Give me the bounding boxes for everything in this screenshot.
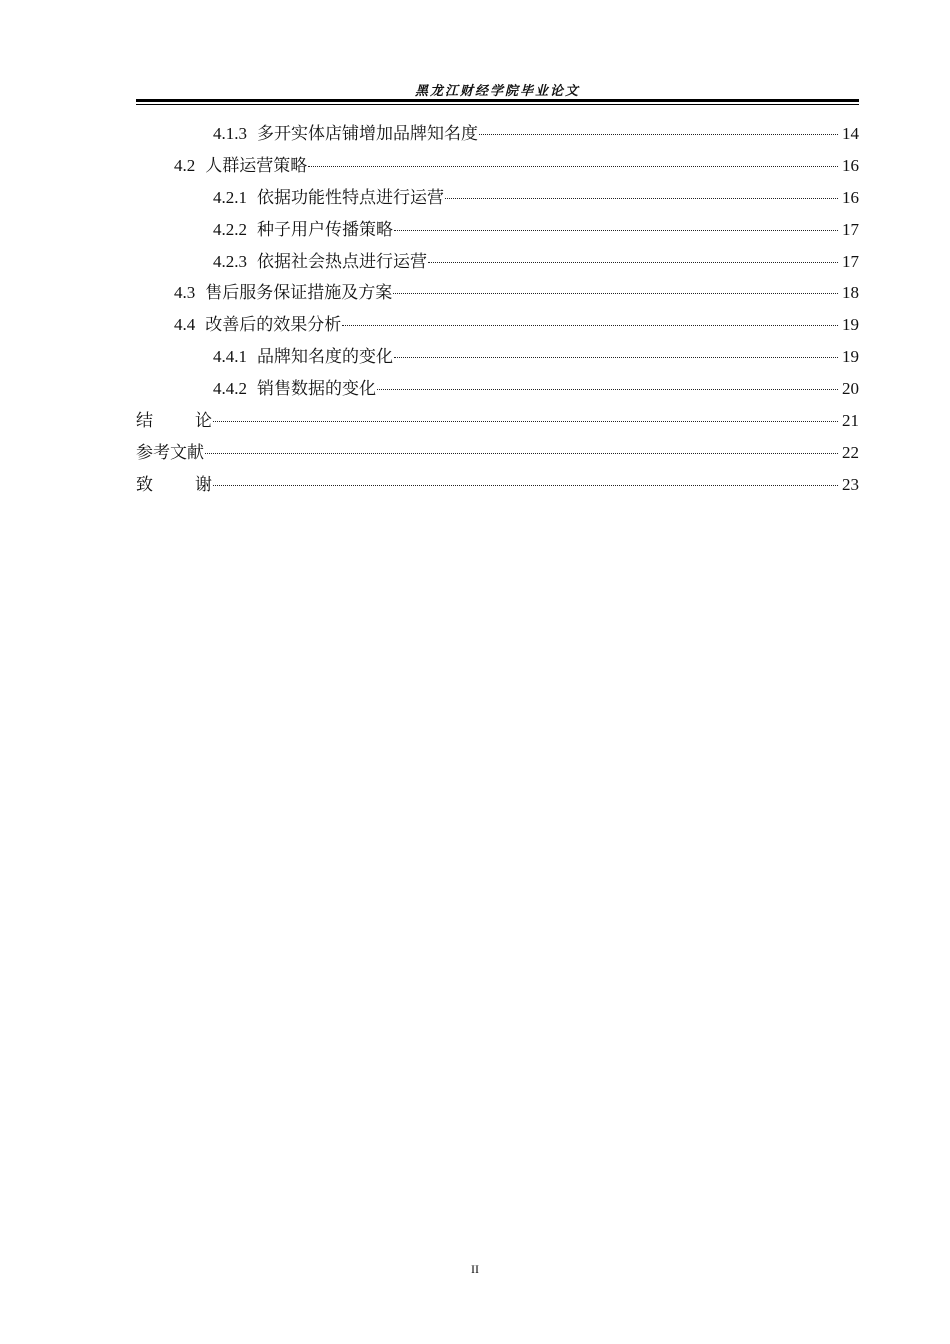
toc-entry-4-4-1[interactable] bbox=[136, 341, 859, 373]
toc-entry-title: 种子用户传播策略 bbox=[257, 219, 393, 239]
header-rule-thin bbox=[136, 104, 859, 105]
toc-title-char: 结 bbox=[136, 411, 153, 431]
toc-entry-page: 17 bbox=[842, 219, 859, 239]
toc-entry-4-2-3[interactable] bbox=[136, 246, 859, 278]
dot-leader bbox=[394, 230, 838, 231]
toc-entry-number: 4.3 bbox=[174, 283, 196, 303]
toc-entry-page: 17 bbox=[842, 251, 859, 271]
toc-entry-number: 4.2.2 bbox=[213, 219, 247, 239]
dot-leader bbox=[394, 357, 838, 358]
toc-entry-4-3[interactable] bbox=[136, 277, 859, 309]
toc-entry-4-4-2[interactable] bbox=[136, 373, 859, 405]
page-number: II bbox=[471, 1262, 479, 1276]
toc-entry-4-2-1[interactable] bbox=[136, 182, 859, 214]
toc-entry-4-2-2[interactable] bbox=[136, 214, 859, 246]
toc-entry-number: 4.2.1 bbox=[213, 187, 247, 207]
toc-entry-title: 参考文献 bbox=[136, 442, 204, 462]
toc-entry-page: 14 bbox=[842, 124, 859, 143]
dot-leader bbox=[342, 325, 838, 326]
toc-entry-references[interactable] bbox=[136, 437, 859, 469]
toc-entry-number: 4.1.3 bbox=[213, 124, 247, 143]
toc-entry-number: 4.2.3 bbox=[213, 251, 247, 271]
toc-entry-title: 品牌知名度的变化 bbox=[257, 347, 393, 367]
toc-entry-page: 19 bbox=[842, 347, 859, 367]
toc-entry-4-2[interactable] bbox=[136, 150, 859, 182]
toc-entry-4-4[interactable] bbox=[136, 309, 859, 341]
toc-entry-page: 19 bbox=[842, 315, 859, 335]
dot-leader bbox=[479, 134, 838, 135]
toc-entry-title bbox=[136, 405, 212, 437]
toc-entry-number: 4.2 bbox=[174, 155, 196, 175]
dot-leader bbox=[377, 389, 838, 390]
toc-entry-page: 16 bbox=[842, 155, 859, 175]
toc-entry-title bbox=[136, 469, 212, 501]
toc-entry-conclusion[interactable] bbox=[136, 405, 859, 437]
toc-entry-page: 20 bbox=[842, 379, 859, 399]
toc-entry-title: 改善后的效果分析 bbox=[205, 315, 342, 335]
toc-entry-4-1-3[interactable] bbox=[136, 118, 859, 150]
toc-entry-page: 21 bbox=[842, 411, 859, 431]
dot-leader bbox=[445, 198, 838, 199]
toc-entry-title: 销售数据的变化 bbox=[257, 379, 376, 399]
dot-leader bbox=[213, 485, 838, 486]
page-header-title: 黑龙江财经学院毕业论文 bbox=[414, 84, 580, 99]
dot-leader bbox=[213, 421, 838, 422]
toc-entry-number: 4.4.1 bbox=[213, 347, 247, 367]
dot-leader bbox=[428, 262, 838, 263]
dot-leader bbox=[205, 453, 838, 454]
toc-entry-page: 16 bbox=[842, 187, 859, 207]
table-of-contents bbox=[136, 118, 859, 501]
header-rule-thick bbox=[136, 99, 859, 102]
toc-entry-number: 4.4.2 bbox=[213, 379, 247, 399]
toc-entry-title: 依据功能性特点进行运营 bbox=[257, 187, 444, 207]
toc-title-char: 论 bbox=[195, 411, 212, 431]
dot-leader bbox=[393, 293, 838, 294]
toc-entry-page: 23 bbox=[842, 474, 859, 494]
toc-entry-title: 售后服务保证措施及方案 bbox=[205, 283, 393, 303]
toc-title-char: 谢 bbox=[195, 474, 212, 494]
toc-entry-acknowledgements[interactable] bbox=[136, 469, 859, 501]
toc-entry-title: 人群运营策略 bbox=[205, 155, 308, 175]
toc-entry-number: 4.4 bbox=[174, 315, 196, 335]
toc-entry-title: 依据社会热点进行运营 bbox=[257, 251, 427, 271]
toc-title-char: 致 bbox=[136, 474, 153, 494]
toc-entry-page: 18 bbox=[842, 283, 859, 303]
toc-entry-page: 22 bbox=[842, 442, 859, 462]
toc-entry-title: 多开实体店铺增加品牌知名度 bbox=[257, 124, 478, 143]
dot-leader bbox=[308, 166, 838, 167]
